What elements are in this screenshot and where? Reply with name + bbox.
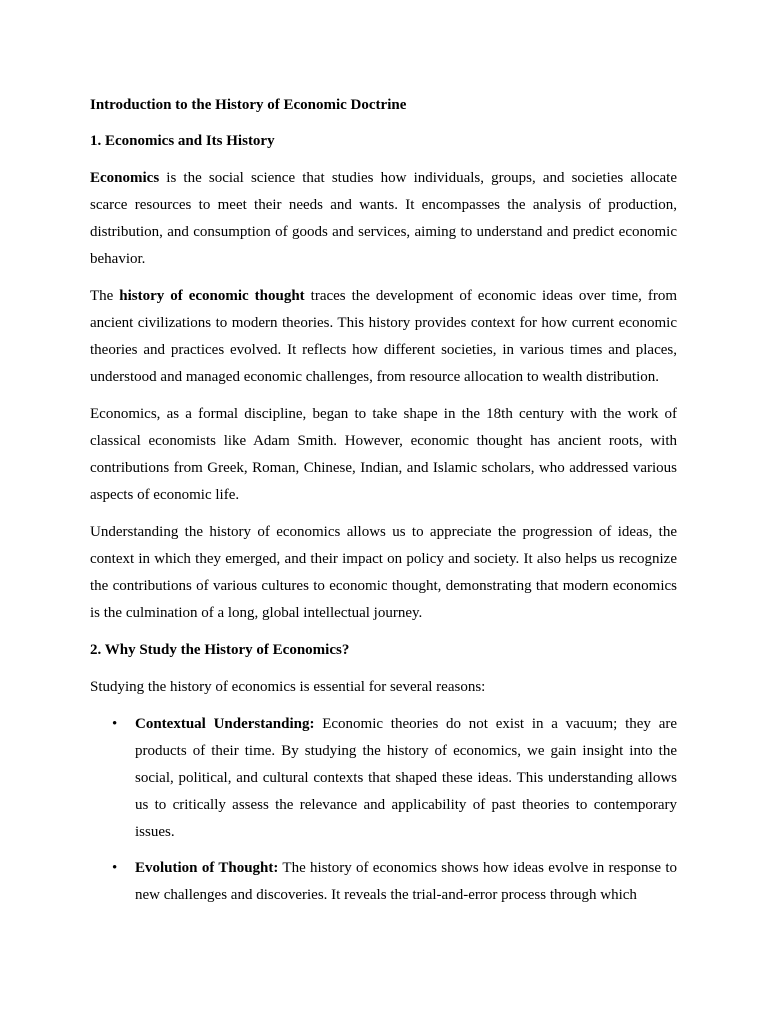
- document-page: [90, 92, 677, 918]
- paragraph-text: is the social science that studies how individuals, groups, and societies allocate scarce resources to meet their needs and wants. It encompasses the analysis of production, distribution, and consumption of goods and services, aiming to understand and predict economic behavior.: [90, 170, 677, 267]
- section-2-heading: 2. Why Study the History of Economics?: [90, 642, 350, 658]
- paragraph-text: traces the development of economic ideas over time, from ancient civilizations to modern theories. This history provides context for how current economic theories and practices evolved. It reflects how different societies, in various times and places, understood and managed economic challenges, from resource allocation to wealth distribution.: [90, 288, 677, 385]
- section-1-heading: 1. Economics and Its History: [90, 133, 275, 149]
- paragraph-understanding-history: Understanding the history of economics allows us to appreciate the progression of ideas, the context in which they emerged, and their impact on policy and society. It also helps us recognize the contributions of various cultures to economic thought, demonstrating that modern economics is the culmination of a long, global intellectual journey.: [90, 524, 677, 621]
- bullet-term: Evolution of Thought:: [135, 860, 279, 876]
- bullet-text: Economic theories do not exist in a vacuum; they are products of their time. By studying the history of economics, we gain insight into the social, political, and cultural contexts that shaped these ideas. This understanding allows us to critically assess the relevance and applicability of past theories to contemporary issues.: [135, 716, 677, 840]
- document-title: Introduction to the History of Economic Doctrine: [90, 97, 407, 113]
- paragraph-bold-term: history of economic thought: [119, 288, 305, 304]
- paragraph-text-prefix: The: [90, 288, 120, 304]
- paragraph-bold-term: Economics: [90, 170, 160, 186]
- paragraph-history-of-thought: [90, 283, 677, 391]
- reasons-bullet-list: [90, 711, 677, 909]
- bullet-text: The history of economics shows how ideas evolve in response to new challenges and discoveries. It reveals the trial-and-error process through which: [135, 860, 678, 903]
- bullet-icon: •: [112, 860, 118, 876]
- bullet-term: Contextual Understanding:: [135, 716, 315, 732]
- bullet-item-contextual-understanding: [90, 711, 677, 846]
- paragraph-formal-discipline: Economics, as a formal discipline, began to take shape in the 18th century with the work of classical economists like Adam Smith. However, economic thought has ancient roots, with contributions from Greek, Roman, Chinese, Indian, and Islamic scholars, who addressed various aspects of economic life.: [90, 406, 677, 503]
- paragraph-economics-definition: [90, 165, 677, 273]
- section-2-intro: Studying the history of economics is essential for several reasons:: [90, 679, 486, 695]
- bullet-item-evolution-of-thought: [90, 855, 677, 909]
- bullet-icon: •: [112, 716, 118, 732]
